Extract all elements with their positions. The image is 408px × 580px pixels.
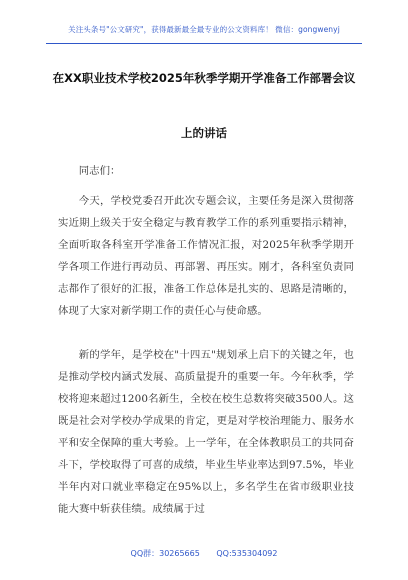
header-note: 关注头条号"公文研究"，获得最新最全最专业的公文资料库！ 微信：gongwenyj [68,25,340,34]
body-paragraph-1: 今天，学校党委召开此次专题会议，主要任务是深入贯彻落实近期上级关于安全稳定与教育教学工作的系列重要指示精神，全面听取各科室开学准备工作情况汇报，对2025年秋季学期开学各项工作进行再动员、再部署、再压实。刚才，各科室负责同志都作了很好的汇报，准备工作总体是扎实的、思路是清晰的，体现了大家对新学期工作的责任心与使命感。 [58,195,354,317]
document-title-line-2: 上的讲话 [181,126,227,140]
footer-qq: QQ:535304092 [216,549,278,558]
body-paragraph-2: 新的学年，是学校在"十四五"规划承上启下的关键之年，也是推动学校内涵式发展、高质量提升的重要一年。今年秋季，学校将迎来超过1200名新生，全校在校生总数将突破3500人。这既是社会对学校办学成果的肯定，更是对学校治理能力、服务水平和安全保障的重大考验。上一学年，在全体教职员工的共同奋斗下，学校取得了可喜的成绩，毕业生毕业率达到97.5%，毕业半年内对口就业率稳定在95%以上，多名学生在省市级职业技能大赛中斩获佳绩。成绩属于过 [58,349,354,515]
footer-qq-group: QQ群：30265665 [130,549,200,558]
document-title-line-1: 在XX职业技术学校2025年秋季学期开学准备工作部署会议 [52,71,356,85]
header-divider [46,43,362,44]
salutation: 同志们： [78,165,121,177]
footer-contact [0,548,408,559]
